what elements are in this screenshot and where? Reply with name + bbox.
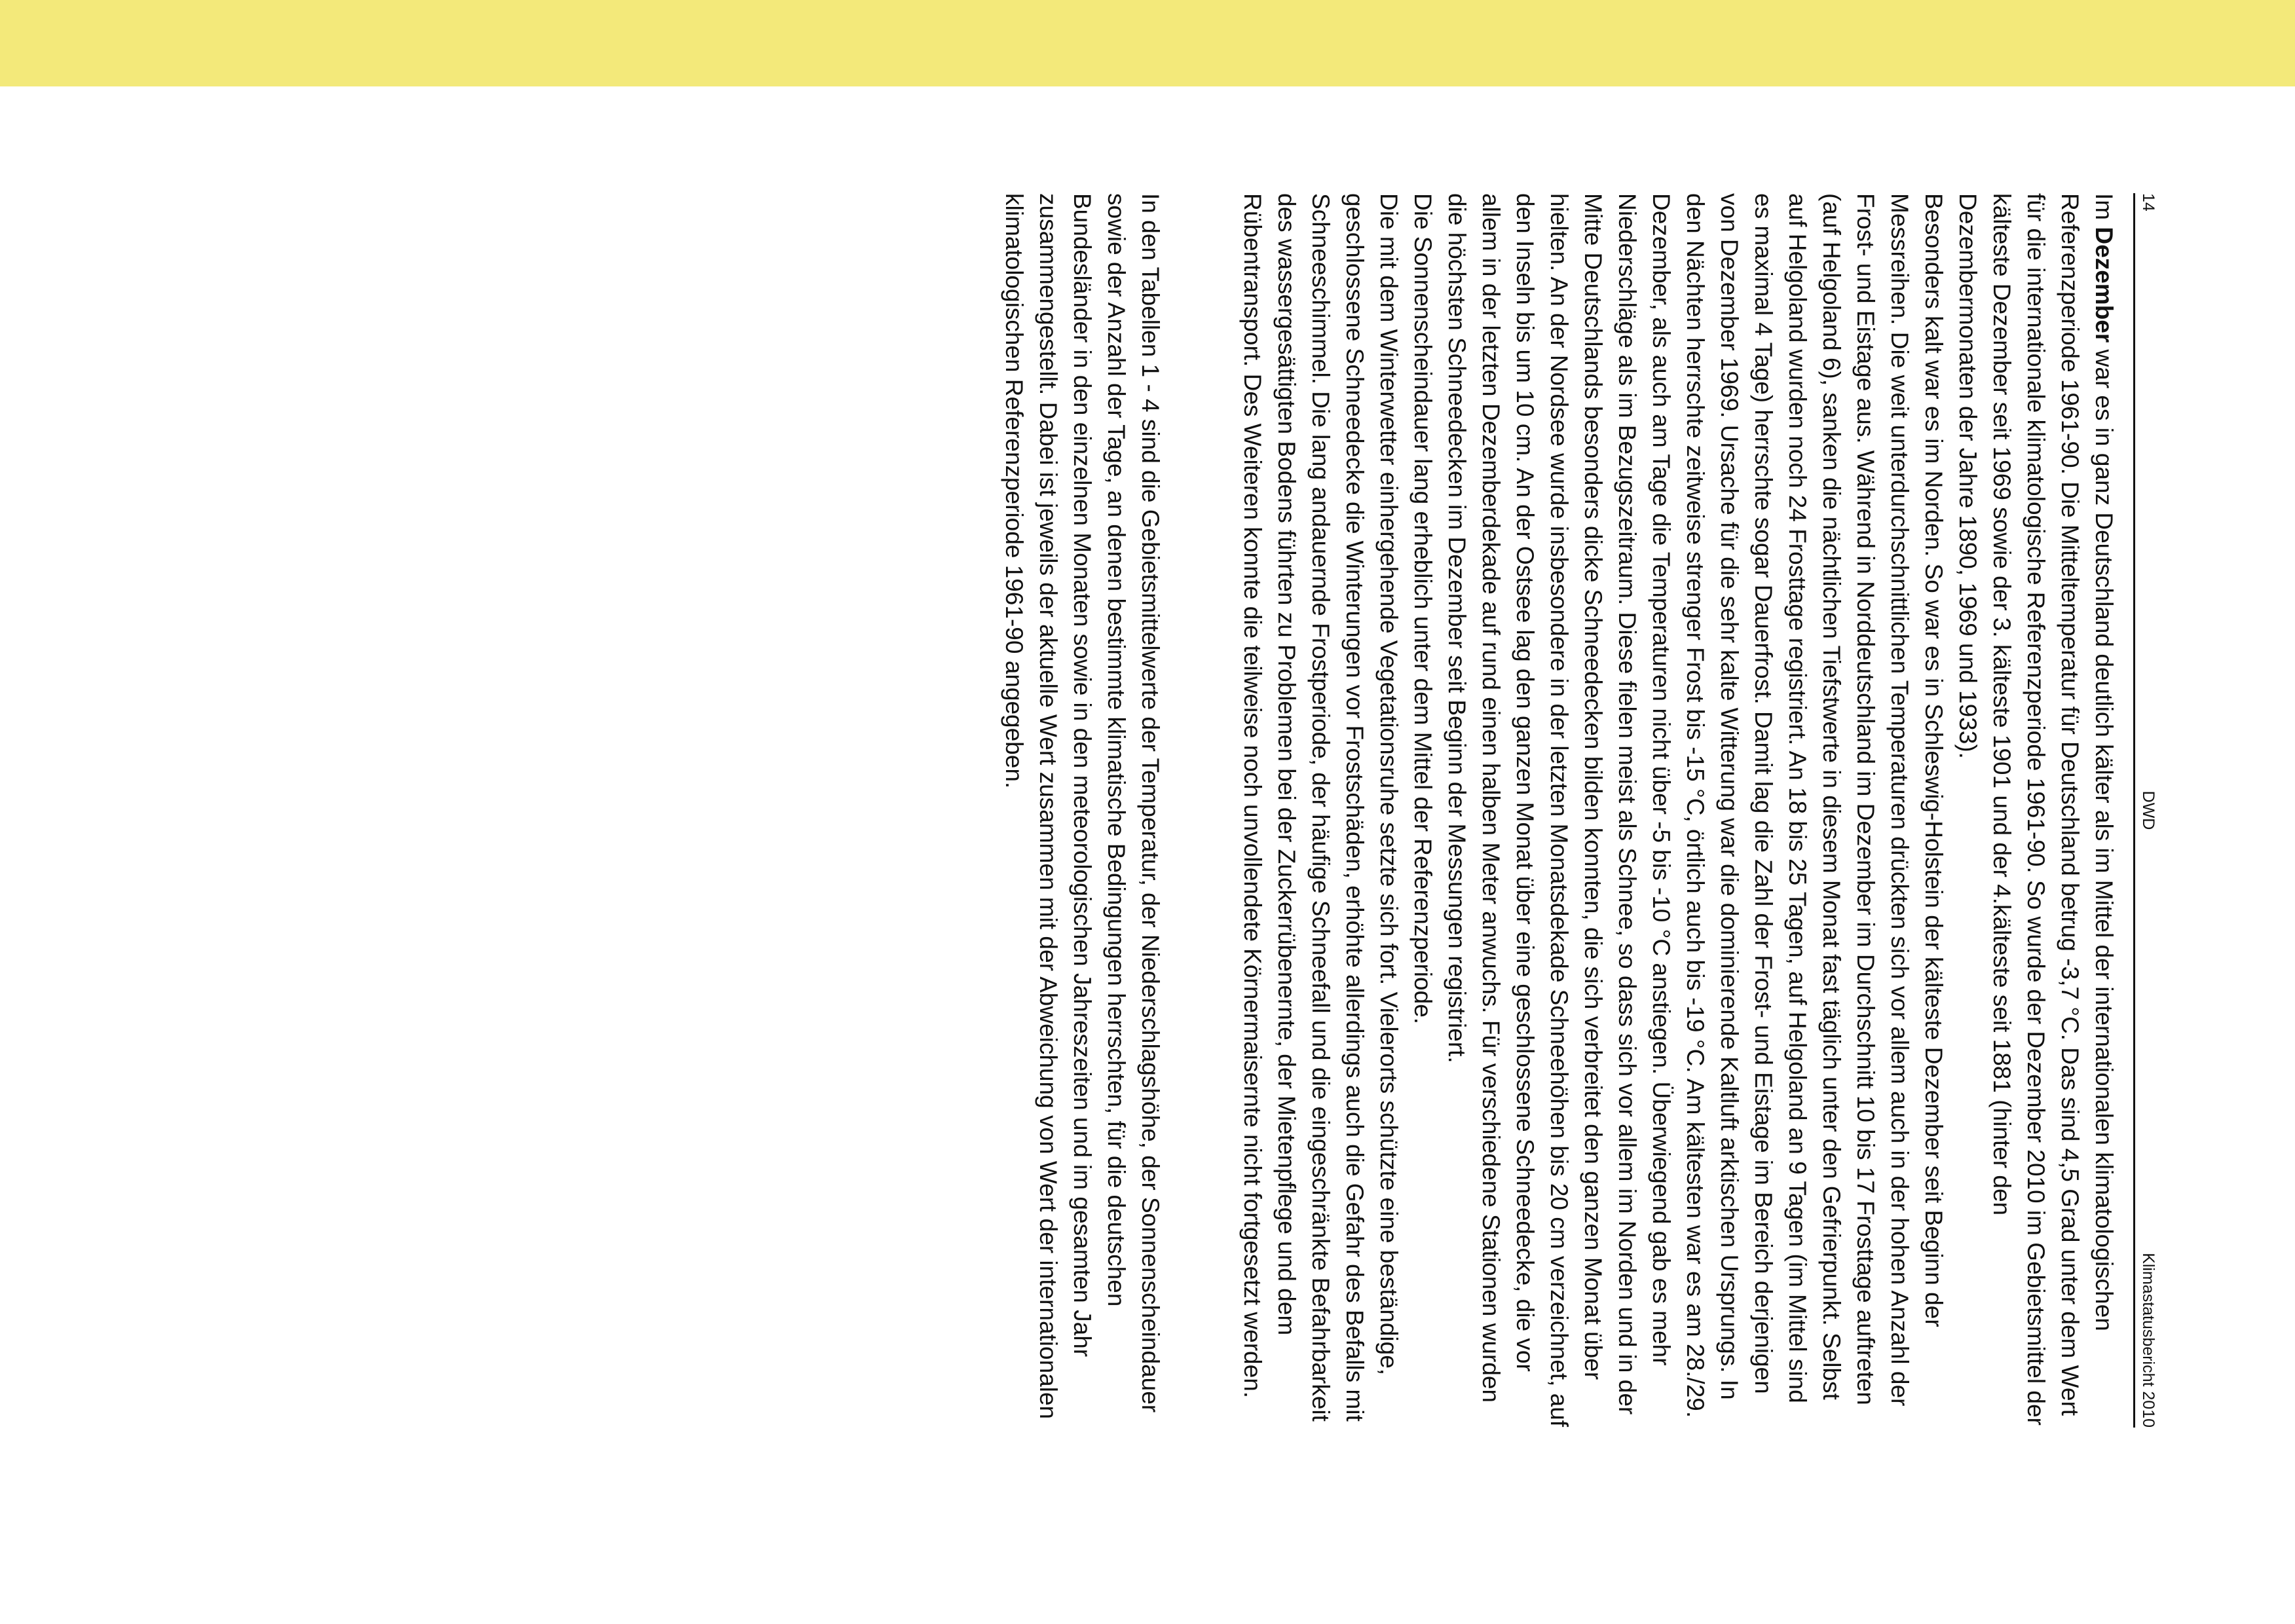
paragraph-spacer bbox=[1167, 193, 1235, 1428]
paragraph-december-summary-text: war es in ganz Deutschland deutlich kälter als im Mittel der internationalen klimatologischen Referenzperiode 1961-90. Die Mitteltemperatur für Deutschland betrug -3,7 °C. Das sind 4,5 Grad unter dem Wert für die internationale klimatologische Referenzperiode 1961-90. So wurde der Dezember 2010 im Gebietsmittel der kälteste Dezember seit 1969 sowie der 3. kälteste 1901 und der 4.kälteste seit 1881 (hinter den Dezembermonaten der Jahre 1890, 1969 und 1933). bbox=[1954, 193, 2118, 1426]
paragraph-december-summary bbox=[1950, 193, 2121, 1428]
paragraph-sunshine: Die Sonnenscheindauer lang erheblich unter dem Mittel der Referenzperiode. bbox=[1409, 193, 1436, 1025]
paragraph-north-cold: Besonders kalt war es im Norden. So war es in Schleswig-Holstein der kälteste Dezember seit Beginn der Messreihen. Die weit unterdurchschnittlichen Temperaturen drückten sich vor allem auch in der hohen Anzahl der Frost- und Eistage aus. Während in Norddeutschland im Dezember im Durchschnitt 10 bis 17 Frosttage auftreten (auf Helgoland 6), sanken die nächtlichen Tiefstwerte in diesem Monat fast täglich unter den Gefrierpunkt. Selbst auf Helgoland wurden noch 24 Frosttage registriert. An 18 bis 25 Tagen, auf Helgoland an 9 Tagen (im Mittel sind es maximal 4 Tage) herrschte sogar Dauerfrost. Damit lag die Zahl der Frost- und Eistage im Bereich derjenigen von Dezember 1969. Ursache für die sehr kalte Witterung war die dominierende Kaltluft arktischen Ursprungs. In den Nächten herrschte zeitweise strenger Frost bis -15 °C, örtlich auch bis -19 °C. Am kältesten war es am 28./29. Dezember, als auch am Tage die Temperaturen nicht über -5 bis -10 °C anstiegen. Überwiegend gab es mehr Niederschläge als im Bezugszeitraum. Diese fielen meist als Schnee, so dass sich vor allem im Norden und in der Mitte Deutschlands besonders dicke Schneedecken bilden konnten, die sich verbreitet den ganzen Monat über hielten. An der Nordsee wurde insbesondere in der letzten Monatsdekade Schneehöhen bis 20 cm verzeichnet, auf den Inseln bis um 10 cm. An der Ostsee lag den ganzen Monat über eine geschlossene Schneedecke, die vor allem in der letzten Dezemberdekade auf rund einen halben Meter anwuchs. Für verschiedene Stationen wurden die höchsten Schneedecken im Dezember seit Beginn der Messungen registriert. bbox=[1444, 193, 1947, 1428]
bold-month-keyword: Dezember bbox=[2091, 227, 2118, 343]
report-title: Klimastatusbericht 2010 bbox=[2139, 1253, 2157, 1428]
top-color-band bbox=[0, 0, 2295, 86]
paragraph-lead-in: Im bbox=[2091, 193, 2118, 227]
paragraph-agriculture: Die mit dem Winterwetter einhergehende Vegetationsruhe setzte sich fort. Vielerorts schützte eine beständige, geschlossene Schneedecke die Winterungen vor Frostschäden, erhöhte allerdings auch die Gefahr des Befalls mit Schneeschimmel. Die lang andauernde Frostperiode, der häufige Schneefall und die eingeschränkte Befahrbarkeit des wassergesättigten Bodens führten zu Problemen bei der Zuckerrübenernte, der Mietenpflege und dem Rübentransport. Des Weiteren konnte die teilweise noch unvollendete Körnermaisernte nicht fortgesetzt werden. bbox=[1239, 193, 1402, 1422]
document-page bbox=[341, 193, 2161, 1428]
page-number: 14 bbox=[2139, 193, 2157, 212]
body-text bbox=[997, 193, 2121, 1428]
running-header bbox=[2133, 193, 2161, 1428]
publisher-label: DWD bbox=[2139, 790, 2157, 830]
paragraph-tables-note: In den Tabellen 1 - 4 sind die Gebietsmittelwerte der Temperatur, der Niederschlagshöhe, der Sonnenscheindauer sowie der Anzahl der Tage, an denen bestimmte klimatische Bedingungen herrschten, für die deutschen Bundesländer in den einzelnen Monaten sowie in den meteorologischen Jahreszeiten und im gesamten Jahr zusammengestellt. Dabei ist jeweils der aktuelle Wert zusammen mit der Abweichung von Wert der internationalen klimatologischen Referenzperiode 1961-90 angegeben. bbox=[1001, 193, 1164, 1420]
